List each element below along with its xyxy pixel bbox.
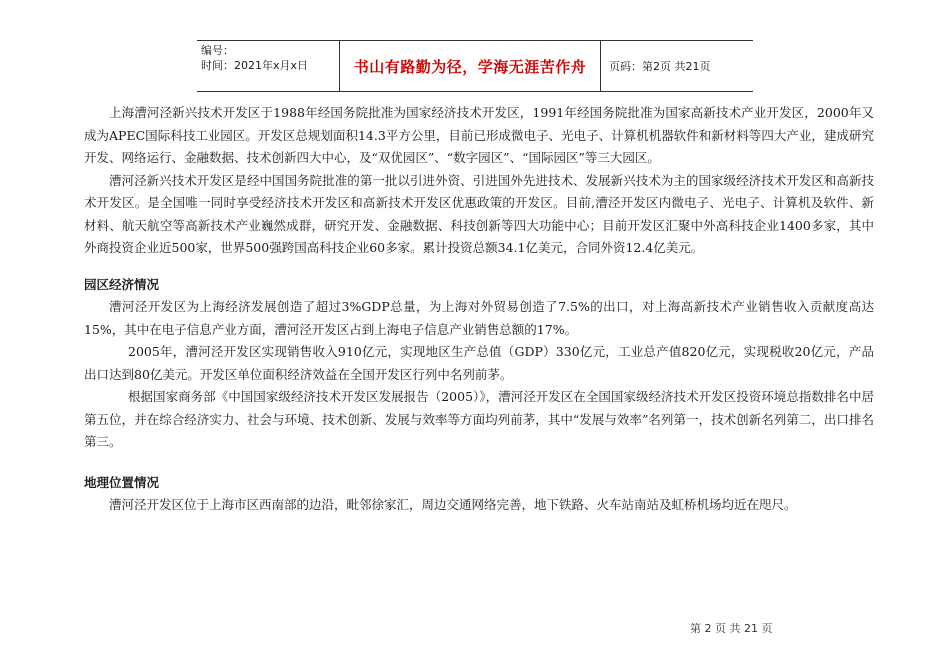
location-paragraph-1: 漕河泾开发区位于上海市区西南部的边沿，毗邻徐家汇，周边交通网络完善，地下铁路、火车站南站及虹桥机场均近在咫尺。 (109, 497, 797, 512)
document-number-label: 编号： (201, 44, 234, 57)
economy-paragraph-3: 根据国家商务部《中国国家级经济技术开发区发展报告（2005）》，漕河泾开发区在全国国家级经济技术开发区投资环境总指数排名中居第五位，并在综合经济实力、社会与环境、技术创新、发展与效率等方面均列前茅，其中“发展与效率”名列第一，技术创新名列第二，出口排名第三。 (84, 389, 874, 449)
section-title-economy: 园区经济情况 (84, 276, 160, 292)
intro-paragraph-2: 漕河泾新兴技术开发区是经中国国务院批准的第一批以引进外资、引进国外先进技术、发展新兴技术为主的国家级经济技术开发区和高新技术开发区。是全国唯一同时享受经济技术开发区和高新技术开发区优惠政策的开发区。目前,漕泾开发区内微电子、光电子、计算机及软件、新材料、航天航空等高新技术产业巍然成群，研究开发、金融数据、科技创新等四大功能中心；目前开发区汇聚中外高科技企业1400多家，其中外商投资企业近500家，世界500强跨国高科技企业60多家。累计投资总额34.1亿美元，合同外资12.4亿美元。 (84, 172, 874, 255)
section-title-location: 地理位置情况 (84, 474, 160, 490)
document-body (84, 102, 874, 517)
economy-paragraph-2: 2005年，漕河泾开发区实现销售收入910亿元，实现地区生产总值（GDP）330亿元，工业总产值820亿元，实现税收20亿元，产品出口达到80亿美元。开发区单位面积经济效益在全国开发区行列中名列前茅。 (84, 344, 874, 382)
page-header (197, 40, 753, 92)
document-date: 时间：2021年x月x日 (201, 59, 309, 72)
header-meta (197, 41, 339, 91)
header-page-info: 页码：第2页 共21页 (609, 60, 711, 73)
economy-paragraph-1: 漕河泾开发区为上海经济发展创造了超过3%GDP总量，为上海对外贸易创造了7.5%的出口，对上海高新技术产业销售收入贡献度高达15%，其中在电子信息产业方面，漕河泾开发区占到上海电子信息产业销售总额的17%。 (84, 299, 874, 337)
page-footer: 第 2 页 共 21 页 (690, 622, 773, 635)
header-motto: 书山有路勤为径，学海无涯苦作舟 (339, 41, 601, 91)
intro-paragraph-1: 上海漕河泾新兴技术开发区于1988年经国务院批准为国家经济技术开发区，1991年经国务院批准为国家高新技术产业开发区，2000年又成为APEC国际科技工业园区。开发区总规划面积14.3平方公里，目前已形成微电子、光电子、计算机机器软件和新材料等四大产业，建成研究开发、网络运行、金融数据、技术创新四大中心，及“双优园区”、“数字园区”、“国际园区”等三大园区。 (84, 105, 874, 165)
